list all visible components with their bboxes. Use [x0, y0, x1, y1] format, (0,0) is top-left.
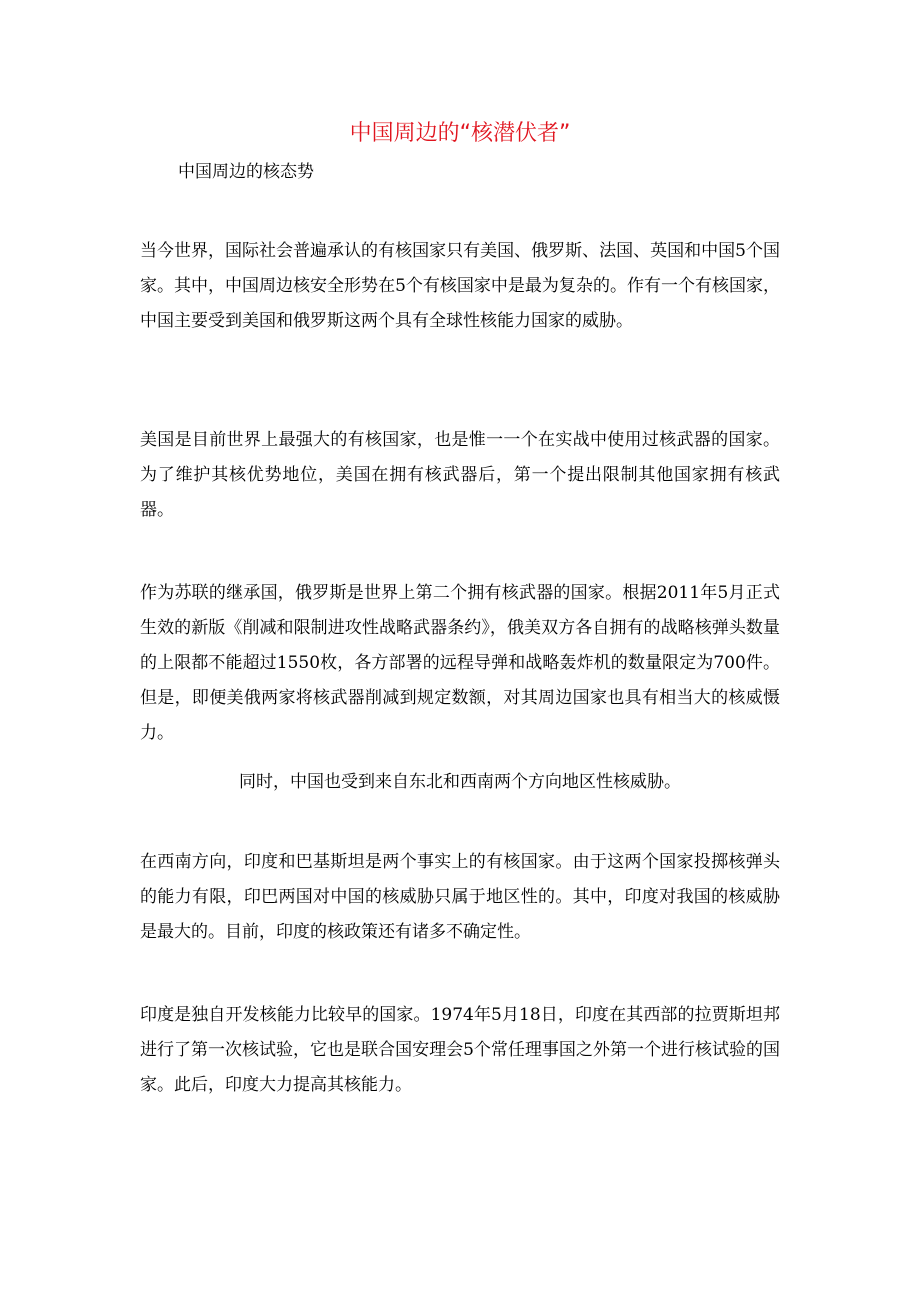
paragraph-4: 在西南方向，印度和巴基斯坦是两个事实上的有核国家。由于这两个国家投掷核弹头的能力有限，印巴两国对中国的核威胁只属于地区性的。其中，印度对我国的核威胁是最大的。目前，印度的核政策还有诸多不确定性。 — [140, 852, 780, 942]
paragraph-2: 美国是目前世界上最强大的有核国家，也是惟一一个在实战中使用过核武器的国家。为了维护其核优势地位，美国在拥有核武器后，第一个提出限制其他国家拥有核武器。 — [140, 430, 780, 520]
centered-statement: 同时，中国也受到来自东北和西南两个方向地区性核威胁。 — [239, 772, 681, 792]
document-subtitle: 中国周边的核态势 — [178, 162, 314, 182]
paragraph-3: 作为苏联的继承国，俄罗斯是世界上第二个拥有核武器的国家。根据2011年5月正式生效的新版《削减和限制进攻性战略武器条约》，俄美双方各自拥有的战略核弹头数量的上限都不能超过1550枚，各方部署的远程导弹和战略轰炸机的数量限定为700件。但是，即便美俄两家将核武器削减到规定数额，对其周边国家也具有相当大的核威慑力。 — [140, 583, 780, 743]
paragraph-1: 当今世界，国际社会普遍承认的有核国家只有美国、俄罗斯、法国、英国和中国5个国家。其中，中国周边核安全形势在5个有核国家中是最为复杂的。作有一个有核国家，中国主要受到美国和俄罗斯这两个具有全球性核能力国家的威胁。 — [140, 241, 780, 331]
paragraph-5: 印度是独自开发核能力比较早的国家。1974年5月18日，印度在其西部的拉贾斯坦邦进行了第一次核试验，它也是联合国安理会5个常任理事国之外第一个进行核试验的国家。此后，印度大力提高其核能力。 — [140, 1005, 780, 1095]
document-title: 中国周边的“核潜伏者” — [349, 121, 571, 146]
